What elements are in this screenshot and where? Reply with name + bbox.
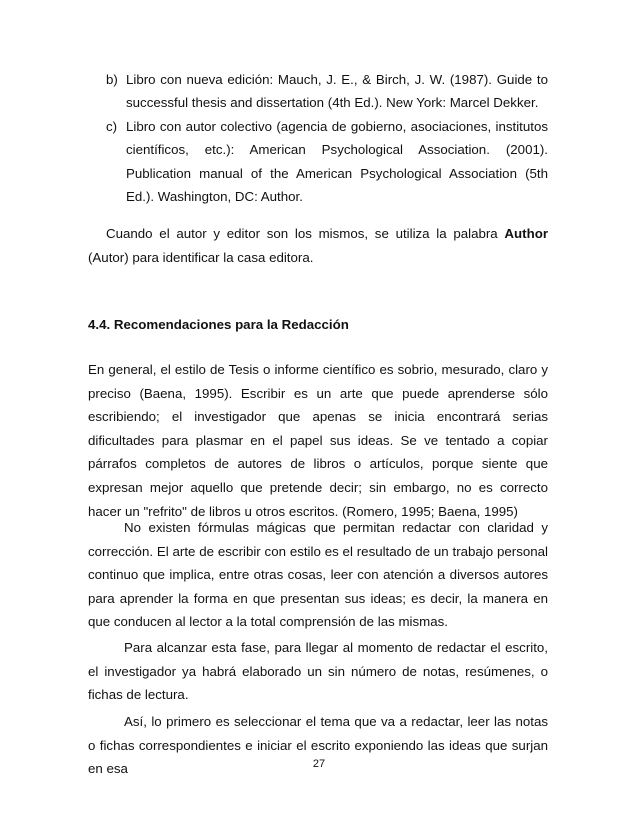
list-item [106, 68, 548, 115]
body-paragraph: No existen fórmulas mágicas que permitan redactar con claridad y corrección. El arte de escribir con estilo es el resultado de un trabajo personal continuo que implica, entre otras cosas, leer con atención a diversos autores para aprender la forma en que presentan sus ideas; es decir, la manera en que conducen al lector a la total comprensión de las mismas. [88, 520, 548, 630]
body-paragraph: Para alcanzar esta fase, para llegar al momento de redactar el escrito, el investigador ya habrá elaborado un sin número de notas, resúmenes, o fichas de lectura. [88, 640, 548, 703]
body-paragraph: En general, el estilo de Tesis o informe científico es sobrio, mesurado, claro y preciso (Baena, 1995). Escribir es un arte que puede aprenderse sólo escribiendo; el investigador que apenas se inicia encontrará serias dificultades para plasmar en el papel sus ideas. Se ve tentado a copiar párrafos completos de autores de libros o artículos, porque siente que expresan mejor aquello que pretende decir; sin embargo, no es correcto hacer un "refrito" de libros u otros escritos. (Romero, 1995; Baena, 1995) [88, 362, 548, 519]
reference-list [106, 68, 548, 208]
page-number: 27 [312, 758, 326, 770]
list-item-text: Libro con autor colectivo (agencia de gobierno, asociaciones, institutos científicos, etc.): American Psychological Association. (2001). Publication manual of the American Psychological Association (5th Ed.). Washington, DC: Author. [126, 118, 548, 205]
list-item [106, 115, 548, 209]
list-marker: c) [106, 118, 118, 134]
list-item-text: Libro con nueva edición: Mauch, J. E., & Birch, J. W. (1987). Guide to successful thesis and dissertation (4th Ed.). New York: Marcel Dekker. [126, 72, 548, 111]
author-note-before: Cuando el autor y editor son los mismos, se utiliza la palabra [106, 226, 505, 241]
section-heading: 4.4. Recomendaciones para la Redacción [88, 317, 349, 332]
author-note-after: (Autor) para identificar la casa editora. [88, 249, 314, 265]
author-note-bold-word: Author [504, 226, 548, 241]
author-note-paragraph [88, 222, 548, 269]
list-marker: b) [106, 72, 118, 87]
body-paragraph: Así, lo primero es seleccionar el tema que va a redactar, leer las notas o fichas correspondientes e iniciar el escrito exponiendo las ideas que surjan en esa [88, 714, 548, 777]
